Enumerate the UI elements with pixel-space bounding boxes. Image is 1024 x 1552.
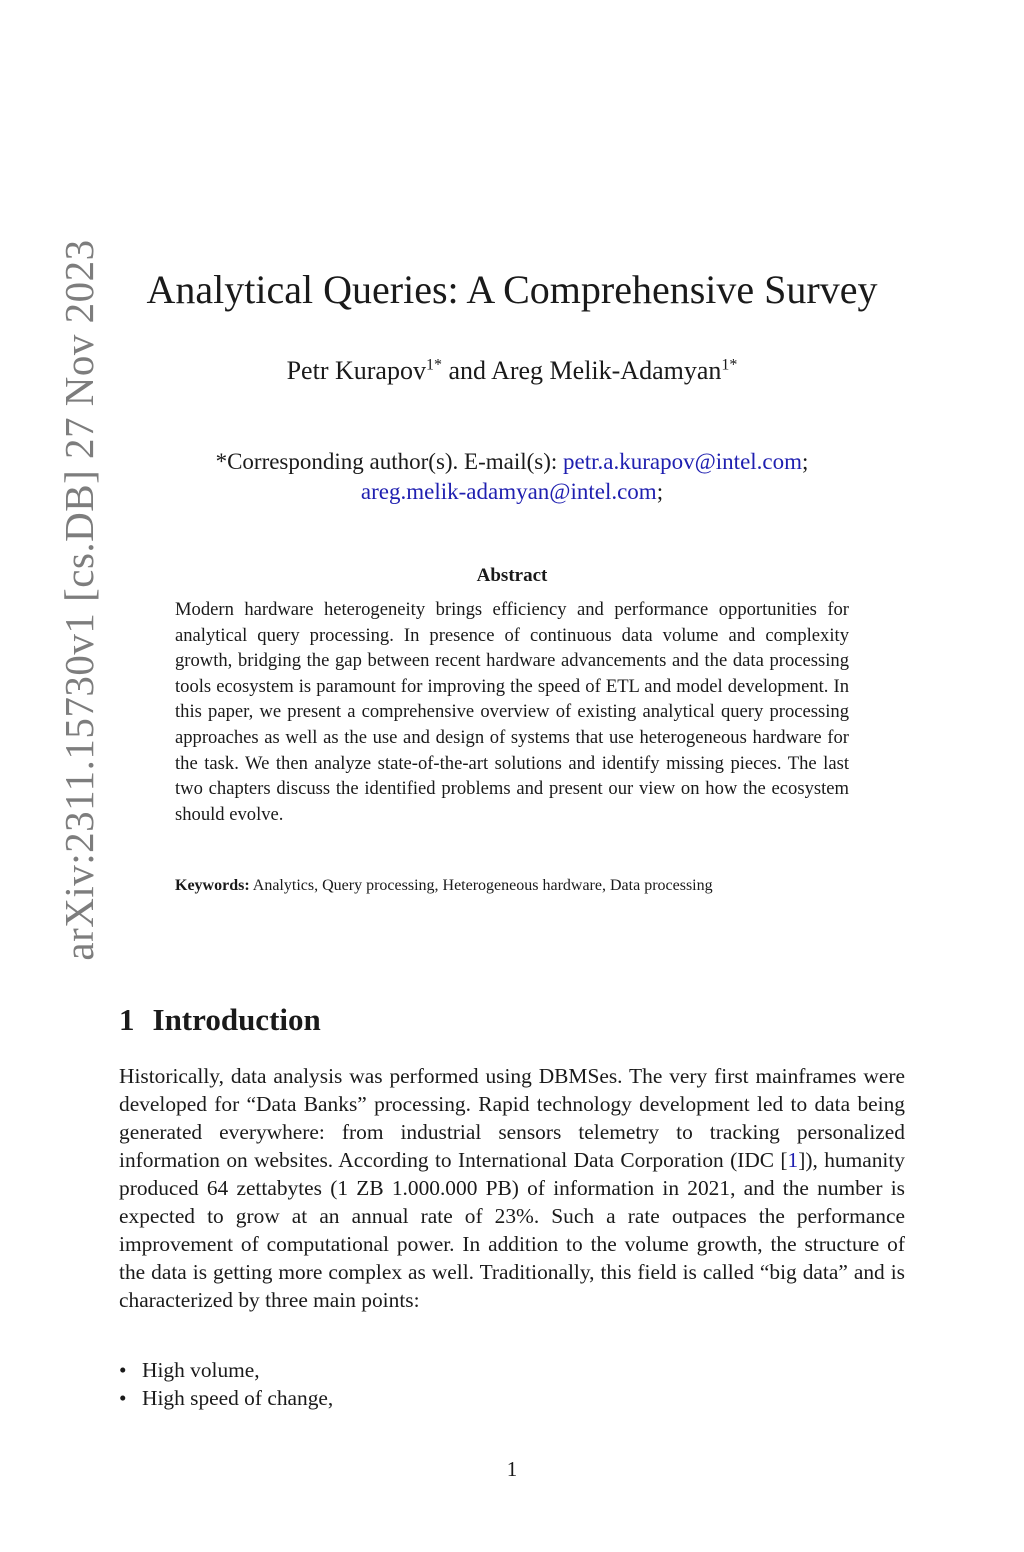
intro-text: Historically, data analysis was performed using DBMSes. The very first mainframes were developed for “Data Banks” processing. Rapid technology development led to data being generated everywhere: from industrial sensors telemetry to tracking personalized information on websites. According to International Data Corporation (IDC [	[119, 1064, 905, 1172]
bullet-list	[119, 1356, 333, 1412]
corresponding-author-note	[0, 447, 1024, 507]
author-list	[0, 356, 1024, 386]
author-joiner: and	[441, 356, 492, 385]
email-separator: ;	[656, 479, 664, 504]
section-heading	[119, 1002, 321, 1038]
list-item: • High speed of change,	[119, 1384, 333, 1412]
citation-link[interactable]: 1	[787, 1148, 799, 1172]
intro-text: ]), humanity produced 64 zettabytes (1 ZB 1.000.000 PB) of information in 2021, and the number is expected to grow at an annual rate of 23%. Such a rate outpaces the performance improvement of computational power. In addition to the volume growth, the structure of the data is getting more complex as well. Traditionally, this field is called “big data” and is characterized by three main points:	[119, 1148, 905, 1312]
section-number: 1	[119, 1002, 135, 1037]
paper-title: Analytical Queries: A Comprehensive Survey	[146, 267, 878, 312]
keywords	[175, 875, 835, 897]
email-separator: ;	[802, 449, 809, 474]
abstract-heading: Abstract	[476, 565, 548, 586]
keywords-label: Keywords:	[175, 877, 250, 894]
author-name: Petr Kurapov	[286, 356, 426, 385]
email-link[interactable]: areg.melik-adamyan@intel.com	[360, 479, 657, 504]
author-affiliation: 1*	[425, 356, 442, 374]
arxiv-identifier-stamp: arXiv:2311.15730v1 [cs.DB] 27 Nov 2023	[56, 239, 102, 961]
author-affiliation: 1*	[721, 356, 738, 374]
author-name: Areg Melik-Adamyan	[491, 356, 722, 385]
corresponding-prefix: *Corresponding author(s). E-mail(s):	[215, 449, 564, 474]
page-number: 1	[506, 1457, 518, 1481]
section-title: Introduction	[152, 1002, 321, 1037]
email-link[interactable]: petr.a.kurapov@intel.com	[563, 449, 803, 474]
intro-paragraph	[119, 1062, 905, 1314]
abstract-body: Modern hardware heterogeneity brings efficiency and performance opportunities for analytical query processing. In presence of continuous data volume and complexity growth, bridging the gap between recent hardware advancements and the data processing tools ecosystem is paramount for improving the speed of ETL and model development. In this paper, we present a comprehensive overview of existing analytical query processing approaches as well as the use and design of systems that use heterogeneous hardware for the task. We then analyze state-of-the-art solutions and identify missing pieces. The last two chapters discuss the identified problems and present our view on how the ecosystem should evolve.	[175, 599, 849, 825]
keywords-text: Analytics, Query processing, Heterogeneous hardware, Data processing	[249, 877, 713, 894]
list-item: • High volume,	[119, 1356, 333, 1384]
